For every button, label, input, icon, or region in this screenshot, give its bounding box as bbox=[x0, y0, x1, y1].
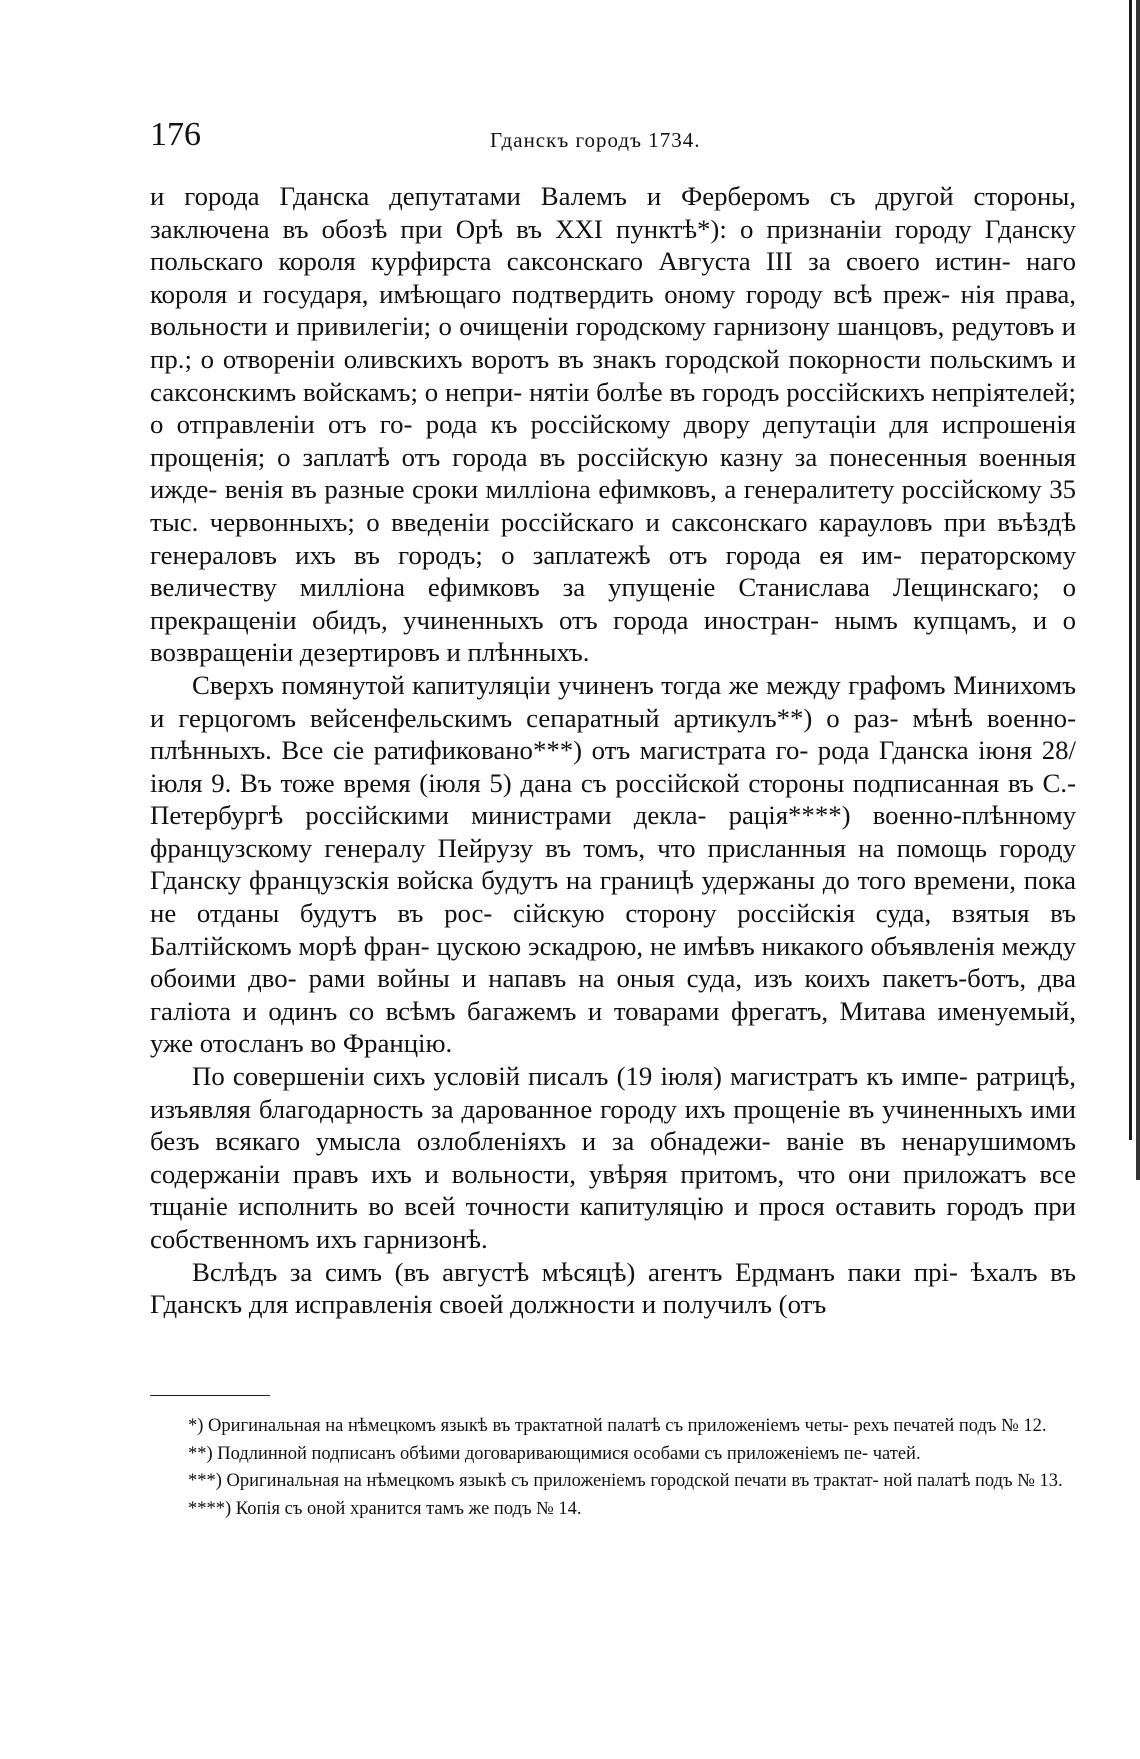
page-number: 176 bbox=[150, 116, 201, 153]
footnote: ****) Копія съ оной хранится тамъ же подъ № 14. bbox=[188, 1498, 582, 1519]
paragraph: По совершеніи сихъ условій писалъ (19 іюля) магистратъ къ импе- ратрицѣ, изъявляя благодарность за дарованное городу ихъ прощеніе въ учиненныхъ ими безъ всякаго умысла озлобленіяхъ и за обнадежи- ваніе въ ненарушимомъ содержаніи правъ ихъ и вольности, увѣряя притомъ, что они приложатъ все тщаніе исполнить во всей точности капитуляцію и прося оставить городъ при собственномъ ихъ гарнизонѣ. bbox=[150, 1061, 1076, 1254]
paragraph: Сверхъ помянутой капитуляціи учиненъ тогда же между графомъ Минихомъ и герцогомъ вейсенфельскимъ сепаратный артикулъ**) о раз- мѣнѣ военно-плѣнныхъ. Все сіе ратификовано***) отъ магистрата го- рода Гданска іюня 28/іюля 9. Въ тоже время (іюля 5) дана съ россійской стороны подписанная въ С.-Петербургѣ россійскими министрами декла- рація****) военно-плѣнному французскому генералу Пейрузу въ томъ, что присланныя на помощь городу Гданску французскія войска будутъ на границѣ удержаны до того времени, пока не отданы будутъ въ рос- сійскую сторону россійскія суда, взятыя въ Балтійскомъ морѣ фран- цускою эскадрою, не имѣвъ никакого объявленія между обоими дво- рами войны и напавъ на оныя суда, изъ коихъ пакетъ-ботъ, два галіота и одинъ со всѣмъ багажемъ и товарами фрегатъ, Митава именуемый, уже отосланъ во Францію. bbox=[150, 669, 1076, 1059]
scan-edge-border bbox=[1136, 0, 1140, 1180]
paragraph: Вслѣдъ за симъ (въ августѣ мѣсяцѣ) агентъ Ердманъ паки прі- ѣхалъ въ Гданскъ для исправленія своей должности и получилъ (отъ bbox=[150, 1256, 1076, 1320]
footnotes bbox=[150, 1413, 1076, 1523]
footnote-separator bbox=[150, 1395, 270, 1396]
footnote: ***) Оригинальная на нѣмецкомъ языкѣ съ приложеніемъ городской печати въ трактат- ной палатѣ подъ № 13. bbox=[188, 1471, 1063, 1491]
footnote: **) Подлинной подписанъ обѣими договаривающимися особами съ приложеніемъ пе- чатей. bbox=[188, 1443, 921, 1464]
main-text bbox=[150, 180, 1076, 1321]
footnote: *) Оригинальная на нѣмецкомъ языкѣ въ трактатной палатѣ съ приложеніемъ четы- рехъ печатей подъ № 12. bbox=[188, 1416, 1047, 1436]
running-title: Гданскъ городъ 1734. bbox=[490, 128, 701, 152]
page-header bbox=[150, 108, 1020, 168]
paragraph: и города Гданска депутатами Валемъ и Ферберомъ съ другой стороны, заключена въ обозѣ при Орѣ въ XXI пунктѣ*): о признанiи городу Гданску польскаго короля курфирста саксонскаго Августа III за своего истин- наго короля и государя, имѣющаго подтвердить оному городу всѣ преж- нія права, вольности и привилегіи; о очищеніи городскому гарнизону шанцовъ, редутовъ и пр.; о отвореніи оливскихъ воротъ въ знакъ городской покорности польскимъ и саксонскимъ войскамъ; о непри- нятіи болѣе въ городъ россійскихъ непріятелей; о отправленіи отъ го- рода къ россійскому двору депутаціи для испрошенія прощенія; о заплатѣ отъ города въ россійскую казну за понесенныя военныя ижде- венія въ разные сроки милліона ефимковъ, а генералитету россійскому 35 тыс. червонныхъ; о введеніи россійскаго и саксонскаго карауловъ при въѣздѣ генераловъ ихъ въ городъ; о заплатежѣ отъ города ея им- ператорскому величеству милліона ефимковъ за упущеніе Станислава Лещинскаго; о прекращеніи обидъ, учиненныхъ отъ города иностран- нымъ купцамъ, и о возвращеніи дезертировъ и плѣнныхъ. bbox=[150, 181, 1076, 668]
scan-edge-line bbox=[1129, 0, 1132, 1140]
